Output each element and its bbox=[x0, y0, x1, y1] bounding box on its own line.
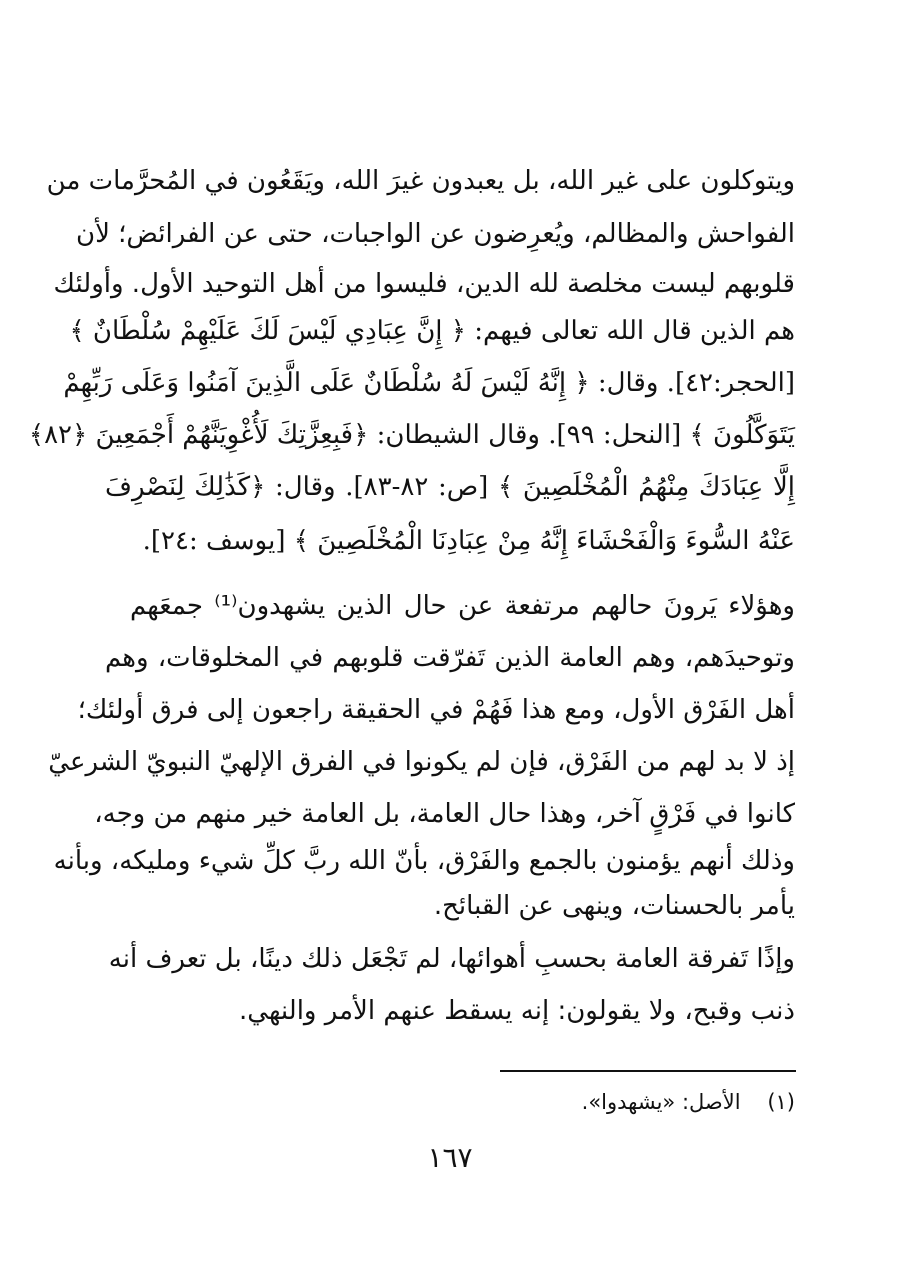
text-line: إذ لا بد لهم من الفَرْق، فإن لم يكونوا في الفرق الإلهيّ النبويّ الشرعيّ bbox=[48, 747, 795, 777]
text-line: وتوحيدَهم، وهم العامة الذين تَفرّقت قلوبهم في المخلوقات، وهم bbox=[105, 643, 795, 673]
footnote-text: الأصل: «يشهدوا». bbox=[581, 1090, 741, 1114]
text-line: يأمر بالحسنات، وينهى عن القبائح. bbox=[433, 891, 795, 921]
text-line: أهل الفَرْق الأول، ومع هذا فَهُمْ في الحقيقة راجعون إلى فرق أولئك؛ bbox=[77, 695, 795, 725]
text-line: وهؤلاء يَرونَ حالهم مرتفعة عن حال الذين يشهدون⁽¹⁾ جمعَهم bbox=[130, 591, 795, 621]
text-line: هم الذين قال الله تعالى فيهم: ﴿ إِنَّ عِبَادِي لَيْسَ لَكَ عَلَيْهِمْ سُلْطَانٌ ﴾ bbox=[69, 316, 795, 346]
text-line: قلوبهم ليست مخلصة لله الدين، فليسوا من أهل التوحيد الأول. وأولئك bbox=[53, 269, 795, 299]
text-line: كانوا في فَرْقٍ آخر، وهذا حال العامة، بل العامة خير منهم من وجه، bbox=[94, 799, 795, 829]
text-line: يَتَوَكَّلُونَ ﴾ [النحل: ٩٩]. وقال الشيطان: ﴿فَبِعِزَّتِكَ لَأُغْوِيَنَّهُمْ أَجْمَعِينَ ﴿٨٢﴾ bbox=[28, 420, 795, 450]
text-line: عَنْهُ السُّوءَ وَالْفَحْشَاءَ إِنَّهُ مِنْ عِبَادِنَا الْمُخْلَصِينَ ﴾ [يوسف :٢٤]. bbox=[142, 526, 795, 556]
text-line: وإذًا تَفرقة العامة بحسبِ أهوائها، لم تَجْعَل ذلك دينًا، بل تعرف أنه bbox=[108, 944, 795, 974]
footnote bbox=[582, 1085, 795, 1119]
text-line: ذنب وقبح، ولا يقولون: إنه يسقط عنهم الأمر والنهي. bbox=[239, 996, 795, 1026]
text-line: وذلك أنهم يؤمنون بالجمع والفَرْق، بأنّ الله ربَّ كلِّ شيء ومليكه، وبأنه bbox=[53, 846, 795, 876]
footnote-marker: (١) bbox=[767, 1090, 795, 1114]
page-number: ١٦٧ bbox=[427, 1141, 473, 1174]
text-line: [الحجر:٤٢]. وقال: ﴿ إِنَّهُ لَيْسَ لَهُ سُلْطَانٌ عَلَى الَّذِينَ آمَنُوا وَعَلَى رَبِّهِمْ bbox=[63, 368, 795, 398]
footnote-divider bbox=[500, 1070, 796, 1072]
text-line: الفواحش والمظالم، ويُعرِضون عن الواجبات، حتى عن الفرائض؛ لأن bbox=[75, 219, 795, 249]
text-line: ويتوكلون على غير الله، بل يعبدون غيرَ الله، ويَقَعُون في المُحرَّمات من bbox=[46, 166, 795, 196]
text-line: إِلَّا عِبَادَكَ مِنْهُمُ الْمُخْلَصِينَ ﴾ [ص: ٨٢-٨٣]. وقال: ﴿كَذَٰلِكَ لِنَصْرِفَ bbox=[105, 472, 796, 502]
